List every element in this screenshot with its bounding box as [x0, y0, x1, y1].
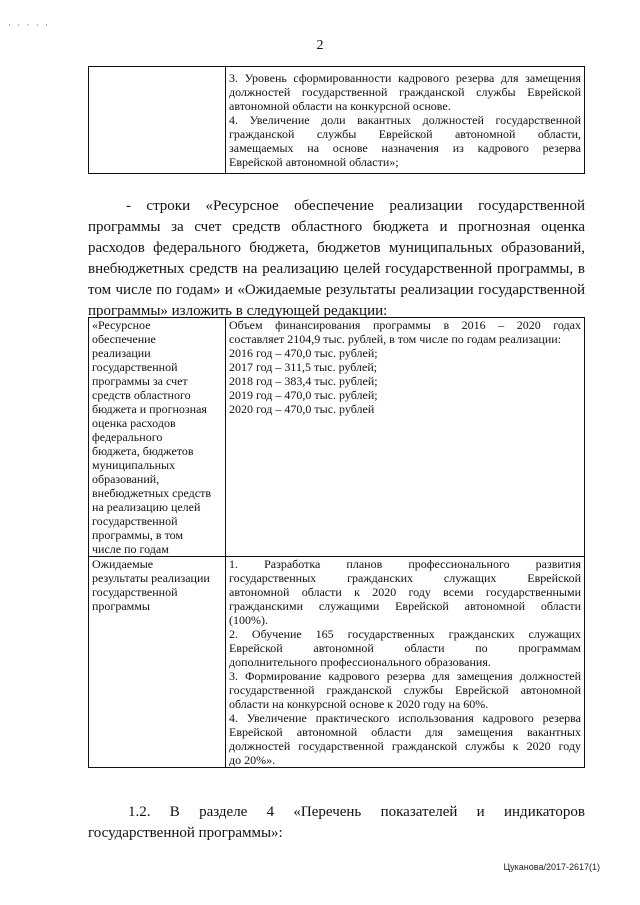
row2-right-line: 4. Увеличение практического использования кадрового резерва [229, 711, 581, 725]
page-number: 2 [316, 38, 324, 53]
top-table-left-cell [89, 67, 226, 174]
row2-right-line: до 20%». [229, 753, 276, 767]
row1-left-line: образований, [92, 472, 160, 486]
row2-left-line: программы [92, 599, 150, 613]
row1-right-line: Объем финансирования программы в 2016 – 2020 годах [229, 318, 581, 332]
top-table-line: замещаемых на основе назначения из кадрового резерва [229, 141, 581, 155]
row1-left-line: государственной [92, 514, 178, 528]
funding-year-2017: 2017 год – 311,5 тыс. рублей; [229, 360, 378, 374]
row1-left-line: программы, в том [92, 528, 184, 542]
row1-left-line: бюджета и прогнозная [92, 402, 207, 416]
expected-results-label-cell [89, 557, 226, 768]
row1-left-line: средств областного [92, 388, 191, 402]
paragraph-section-4: 1.2. В разделе 4 «Перечень показателей и индикаторов государственной программы»: [88, 804, 585, 841]
row2-right-line: государственной гражданской службы Еврейской автономной [229, 683, 581, 697]
row2-right-line: государственных гражданских служащих Еврейской [229, 571, 581, 585]
funding-year-2019: 2019 год – 470,0 тыс. рублей; [229, 388, 378, 402]
corner-marks: · · · · · [8, 20, 50, 30]
row1-left-line: государственной [92, 360, 178, 374]
row2-right-line: 2. Обучение 165 государственных гражданских служащих [229, 627, 581, 641]
row2-right-line: гражданскими служащими Еврейской автономной области [229, 599, 581, 613]
top-table-line: автономной области на конкурсной основе. [229, 99, 451, 113]
row2-right-line: 3. Формирование кадрового резерва для замещения должностей [229, 669, 581, 683]
row1-left-line: на реализацию целей [92, 500, 201, 514]
main-table [88, 317, 585, 768]
funding-year-2020: 2020 год – 470,0 тыс. рублей [229, 402, 375, 416]
row1-left-line: реализации [92, 346, 151, 360]
row1-right-line: составляет 2104,9 тыс. рублей, в том числе по годам реализации: [229, 332, 562, 346]
expected-results-value-cell [226, 557, 585, 768]
top-table-line: 4. Увеличение доли вакантных должностей государственной [229, 113, 581, 127]
top-table-line: должностей государственной гражданской службы Еврейской [229, 85, 581, 99]
row2-left-line: Ожидаемые [92, 557, 154, 571]
row2-right-line: Еврейской автономной области по программам [229, 641, 581, 655]
resource-provision-label-cell [89, 318, 226, 557]
row1-left-line: числе по годам [92, 542, 169, 556]
executor-signature: Цуканова/2017-2617(1) [503, 862, 600, 872]
top-table-line: 3. Уровень сформированности кадрового резерва для замещения [229, 71, 581, 85]
top-table-line: гражданской службы Еврейской автономной области, [229, 127, 581, 141]
paragraph-lines-replacement: - строки «Ресурсное обеспечение реализации государственной программы за счет средств областного бюджета и прогнозная оценка расходов федерального бюджета, бюджетов муниципальных образований, внебюджетных средств на реализацию целей государственной программы, в том числе по годам» и «Ожидаемые результаты реализации государственной программы» изложить в следующей редакции: [88, 198, 585, 319]
row2-right-line: (100%). [229, 613, 268, 627]
top-table [88, 66, 585, 174]
row1-left-line: бюджета, бюджетов [92, 444, 194, 458]
funding-year-2018: 2018 год – 383,4 тыс. рублей; [229, 374, 378, 388]
row2-left-line: государственной [92, 585, 178, 599]
top-table-right-cell [226, 67, 585, 174]
row1-left-line: внебюджетных средств [92, 486, 212, 500]
row2-right-line: области на конкурсной основе к 2020 году на 60%. [229, 697, 489, 711]
row2-right-line: дополнительного профессионального образования. [229, 655, 491, 669]
row1-left-line: оценка расходов [92, 416, 176, 430]
top-table-line: Еврейской автономной области»; [229, 155, 399, 169]
row2-left-line: результаты реализации [92, 571, 210, 585]
funding-year-2016: 2016 год – 470,0 тыс. рублей; [229, 346, 378, 360]
row1-left-line: муниципальных [92, 458, 176, 472]
resource-provision-value-cell [226, 318, 585, 557]
row2-right-line: Еврейской автономной области для замещения вакантных [229, 725, 581, 739]
row2-right-line: должностей государственной гражданской службы к 2020 году [229, 739, 581, 753]
row1-left-line: федерального [92, 430, 163, 444]
row1-left-line: обеспечение [92, 332, 156, 346]
row2-right-line: 1. Разработка планов профессионального развития [229, 557, 581, 571]
row1-left-line: программы за счет [92, 374, 188, 388]
row2-right-line: автономной области к 2020 году всеми государственными [229, 585, 581, 599]
row1-left-line: «Ресурсное [92, 318, 151, 332]
